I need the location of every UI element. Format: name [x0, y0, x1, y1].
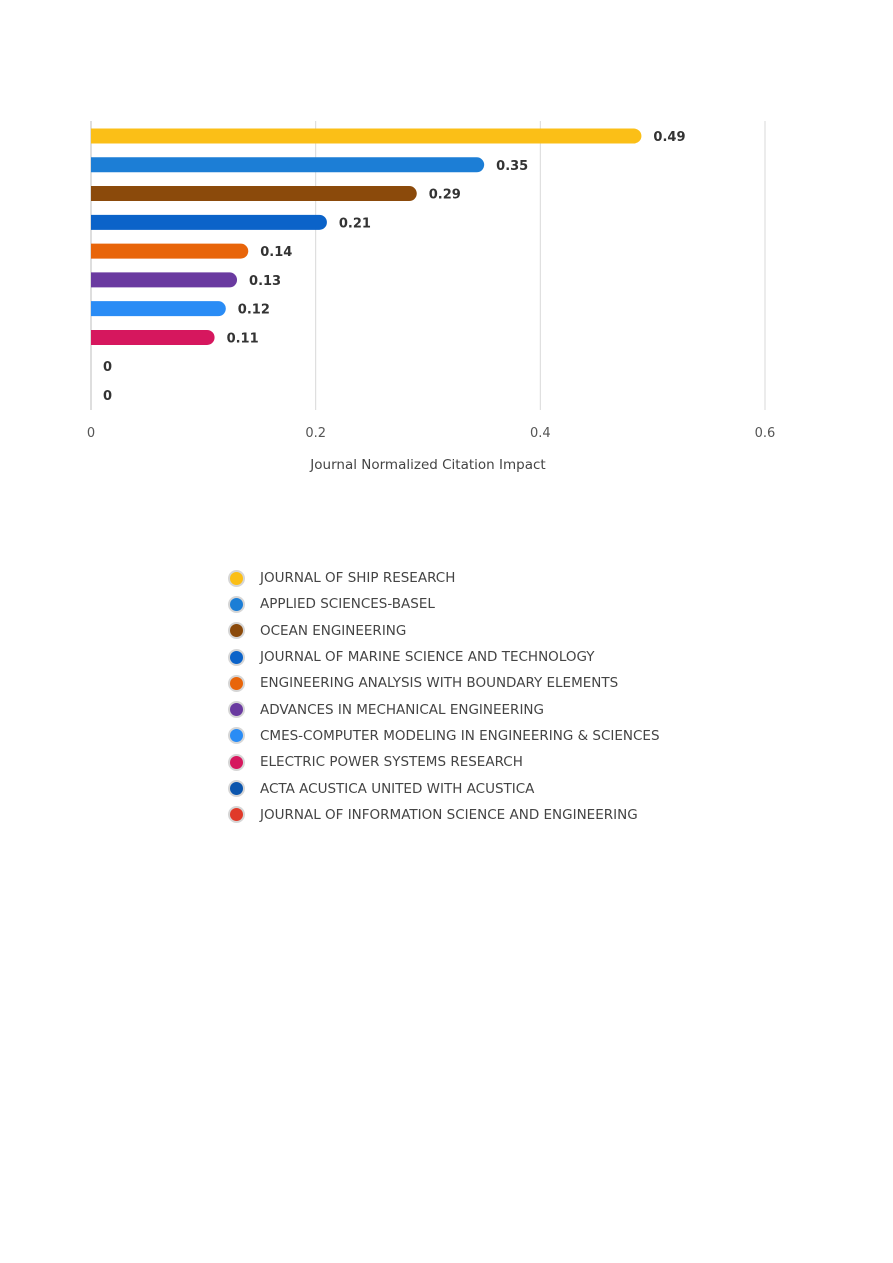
- legend-swatch-icon: [228, 806, 245, 823]
- data-label: 0.13: [249, 273, 282, 289]
- legend-swatch-icon: [228, 701, 245, 718]
- legend-label: JOURNAL OF MARINE SCIENCE AND TECHNOLOGY: [260, 649, 595, 666]
- legend-label: JOURNAL OF INFORMATION SCIENCE AND ENGINEERING: [260, 806, 638, 823]
- x-tick-label: 0.2: [305, 426, 327, 441]
- legend-item[interactable]: [228, 644, 660, 670]
- bar[interactable]: [91, 186, 417, 201]
- x-axis-title: Journal Normalized Citation Impact: [310, 457, 546, 473]
- legend-label: APPLIED SCIENCES-BASEL: [260, 596, 435, 613]
- bar[interactable]: [91, 272, 237, 287]
- bar[interactable]: [91, 157, 484, 172]
- x-tick-label: 0: [86, 426, 96, 441]
- bar[interactable]: [91, 129, 641, 144]
- legend-swatch-icon: [228, 675, 245, 692]
- data-label: 0: [103, 360, 113, 376]
- legend: [228, 565, 660, 828]
- legend-item[interactable]: [228, 775, 660, 801]
- legend-swatch-icon: [228, 570, 245, 587]
- data-label: 0.12: [237, 302, 270, 318]
- legend-swatch-icon: [228, 622, 245, 639]
- bar[interactable]: [91, 244, 248, 259]
- legend-label: ADVANCES IN MECHANICAL ENGINEERING: [260, 701, 544, 718]
- legend-swatch-icon: [228, 780, 245, 797]
- legend-label: JOURNAL OF SHIP RESEARCH: [260, 570, 456, 587]
- legend-item[interactable]: [228, 696, 660, 722]
- bar[interactable]: [91, 215, 327, 230]
- bars: [91, 129, 641, 345]
- legend-item[interactable]: [228, 565, 660, 591]
- legend-item[interactable]: [228, 749, 660, 775]
- data-label: 0.35: [496, 158, 529, 174]
- legend-swatch-icon: [228, 596, 245, 613]
- legend-label: CMES-COMPUTER MODELING IN ENGINEERING & SCIENCES: [260, 727, 660, 744]
- legend-swatch-icon: [228, 754, 245, 771]
- legend-item[interactable]: [228, 670, 660, 696]
- bar[interactable]: [91, 301, 226, 316]
- legend-label: OCEAN ENGINEERING: [260, 622, 407, 639]
- data-label: 0.29: [428, 187, 461, 203]
- data-label: 0: [103, 389, 113, 405]
- legend-swatch-icon: [228, 727, 245, 744]
- data-label: 0.11: [226, 331, 259, 347]
- x-tick-label: 0.4: [529, 426, 551, 441]
- legend-item[interactable]: [228, 618, 660, 644]
- legend-item[interactable]: [228, 591, 660, 617]
- data-label: 0.21: [338, 216, 371, 232]
- legend-item[interactable]: [228, 723, 660, 749]
- x-tick-label: 0.6: [754, 426, 776, 441]
- legend-label: ACTA ACUSTICA UNITED WITH ACUSTICA: [260, 780, 535, 797]
- legend-label: ENGINEERING ANALYSIS WITH BOUNDARY ELEMENTS: [260, 675, 619, 692]
- legend-swatch-icon: [228, 649, 245, 666]
- legend-label: ELECTRIC POWER SYSTEMS RESEARCH: [260, 754, 523, 771]
- data-label: 0.14: [260, 245, 293, 261]
- data-label: 0.49: [653, 130, 686, 145]
- legend-item[interactable]: [228, 802, 660, 828]
- bar[interactable]: [91, 330, 215, 345]
- bar-chart: [0, 0, 893, 490]
- x-axis-ticks: [87, 426, 775, 441]
